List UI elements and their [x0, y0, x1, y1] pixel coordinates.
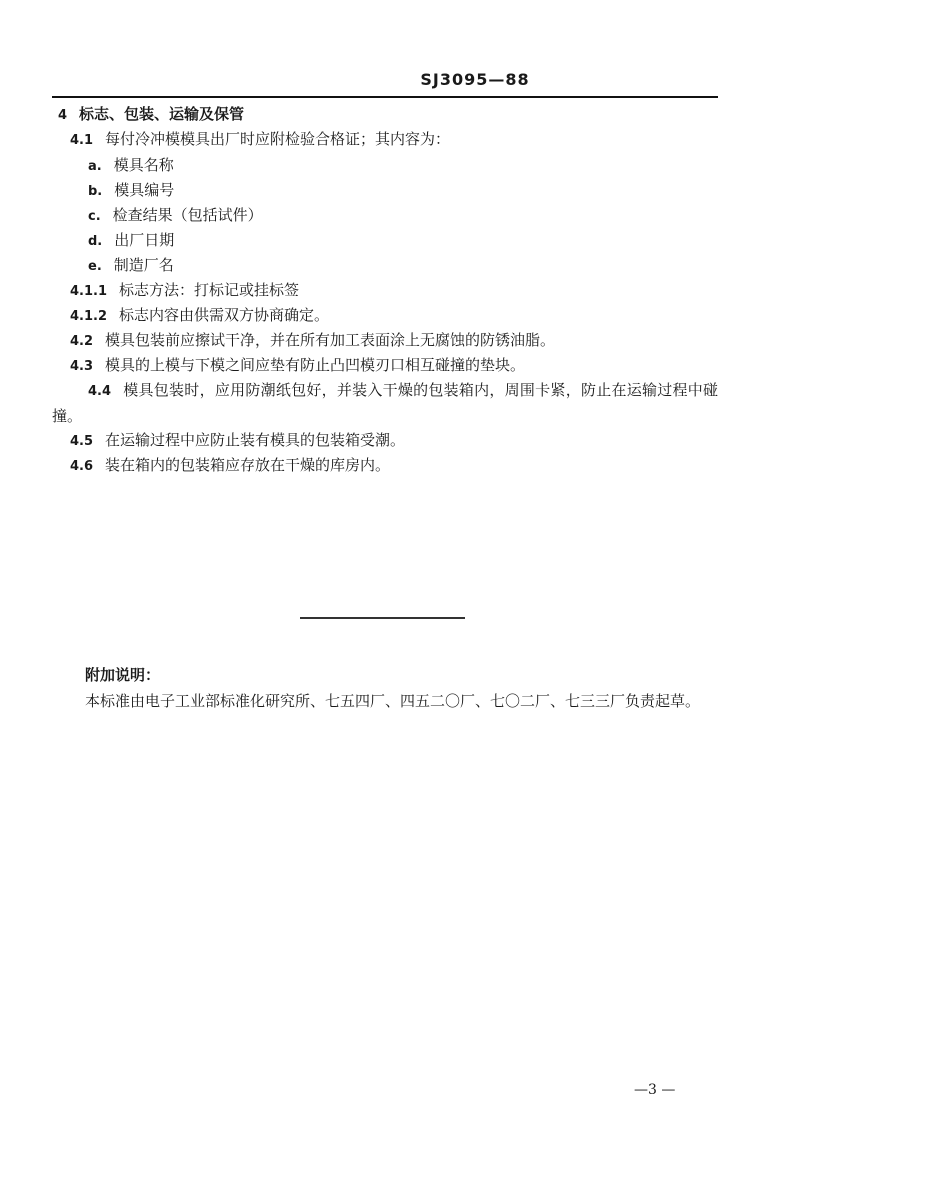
clause-text: 模具的上模与下模之间应垫有防止凸凹模刃口相互碰撞的垫块。	[105, 356, 526, 374]
list-text: 模具名称	[113, 156, 174, 174]
list-text: 检查结果（包括试件）	[112, 206, 263, 224]
list-item	[88, 255, 174, 277]
clause-text: 标志内容由供需双方协商确定。	[119, 306, 330, 324]
clause-number: 4.4	[88, 384, 112, 399]
list-marker: c.	[88, 209, 101, 224]
standard-code: SJ3095—88	[420, 70, 530, 89]
section-heading	[58, 104, 244, 126]
clause-number: 4.1	[70, 133, 94, 148]
clause-text: 模具包装时，应用防潮纸包好，并装入干燥的包装箱内，周围卡紧，防止在运输过程中碰撞。	[52, 381, 718, 425]
additional-notes-text: 本标准由电子工业部标准化研究所、七五四厂、四五二〇厂、七〇二厂、七三三厂负责起草。	[85, 692, 701, 710]
list-text: 制造厂名	[113, 256, 174, 274]
clause-4-6	[70, 455, 390, 477]
list-marker: d.	[88, 234, 103, 249]
list-text: 出厂日期	[114, 231, 175, 249]
clause-number: 4.2	[70, 334, 94, 349]
list-item	[88, 155, 174, 177]
clause-text: 在运输过程中应防止装有模具的包装箱受潮。	[105, 431, 406, 449]
list-marker: e.	[88, 259, 102, 274]
clause-4-5	[70, 430, 405, 452]
list-item	[88, 205, 263, 227]
clause-number: 4.1.1	[70, 284, 108, 299]
clause-number: 4.1.2	[70, 309, 108, 324]
clause-4-2	[70, 330, 555, 352]
clause-4-4	[52, 378, 718, 428]
clause-number: 4.3	[70, 359, 94, 374]
list-marker: a.	[88, 159, 102, 174]
section-number: 4	[58, 108, 68, 123]
clause-4-1-2	[70, 305, 329, 327]
list-marker: b.	[88, 184, 103, 199]
clause-number: 4.5	[70, 434, 94, 449]
clause-text: 装在箱内的包装箱应存放在干燥的库房内。	[105, 456, 391, 474]
page-number: —3 —	[634, 1082, 676, 1098]
section-title: 标志、包装、运输及保管	[79, 105, 245, 123]
clause-text: 模具包装前应擦试干净，并在所有加工表面涂上无腐蚀的防锈油脂。	[105, 331, 556, 349]
clause-number: 4.6	[70, 459, 94, 474]
list-item	[88, 230, 174, 252]
end-divider	[300, 617, 465, 619]
header-rule	[52, 96, 718, 98]
clause-4-1-1	[70, 280, 299, 302]
list-item	[88, 180, 174, 202]
clause-text: 每付冷冲模模具出厂时应附检验合格证；其内容为：	[105, 130, 451, 148]
list-text: 模具编号	[114, 181, 175, 199]
additional-notes-title: 附加说明：	[85, 666, 161, 684]
clause-4-3	[70, 355, 525, 377]
clause-4-1	[70, 129, 450, 151]
clause-text: 标志方法：打标记或挂标签	[119, 281, 300, 299]
